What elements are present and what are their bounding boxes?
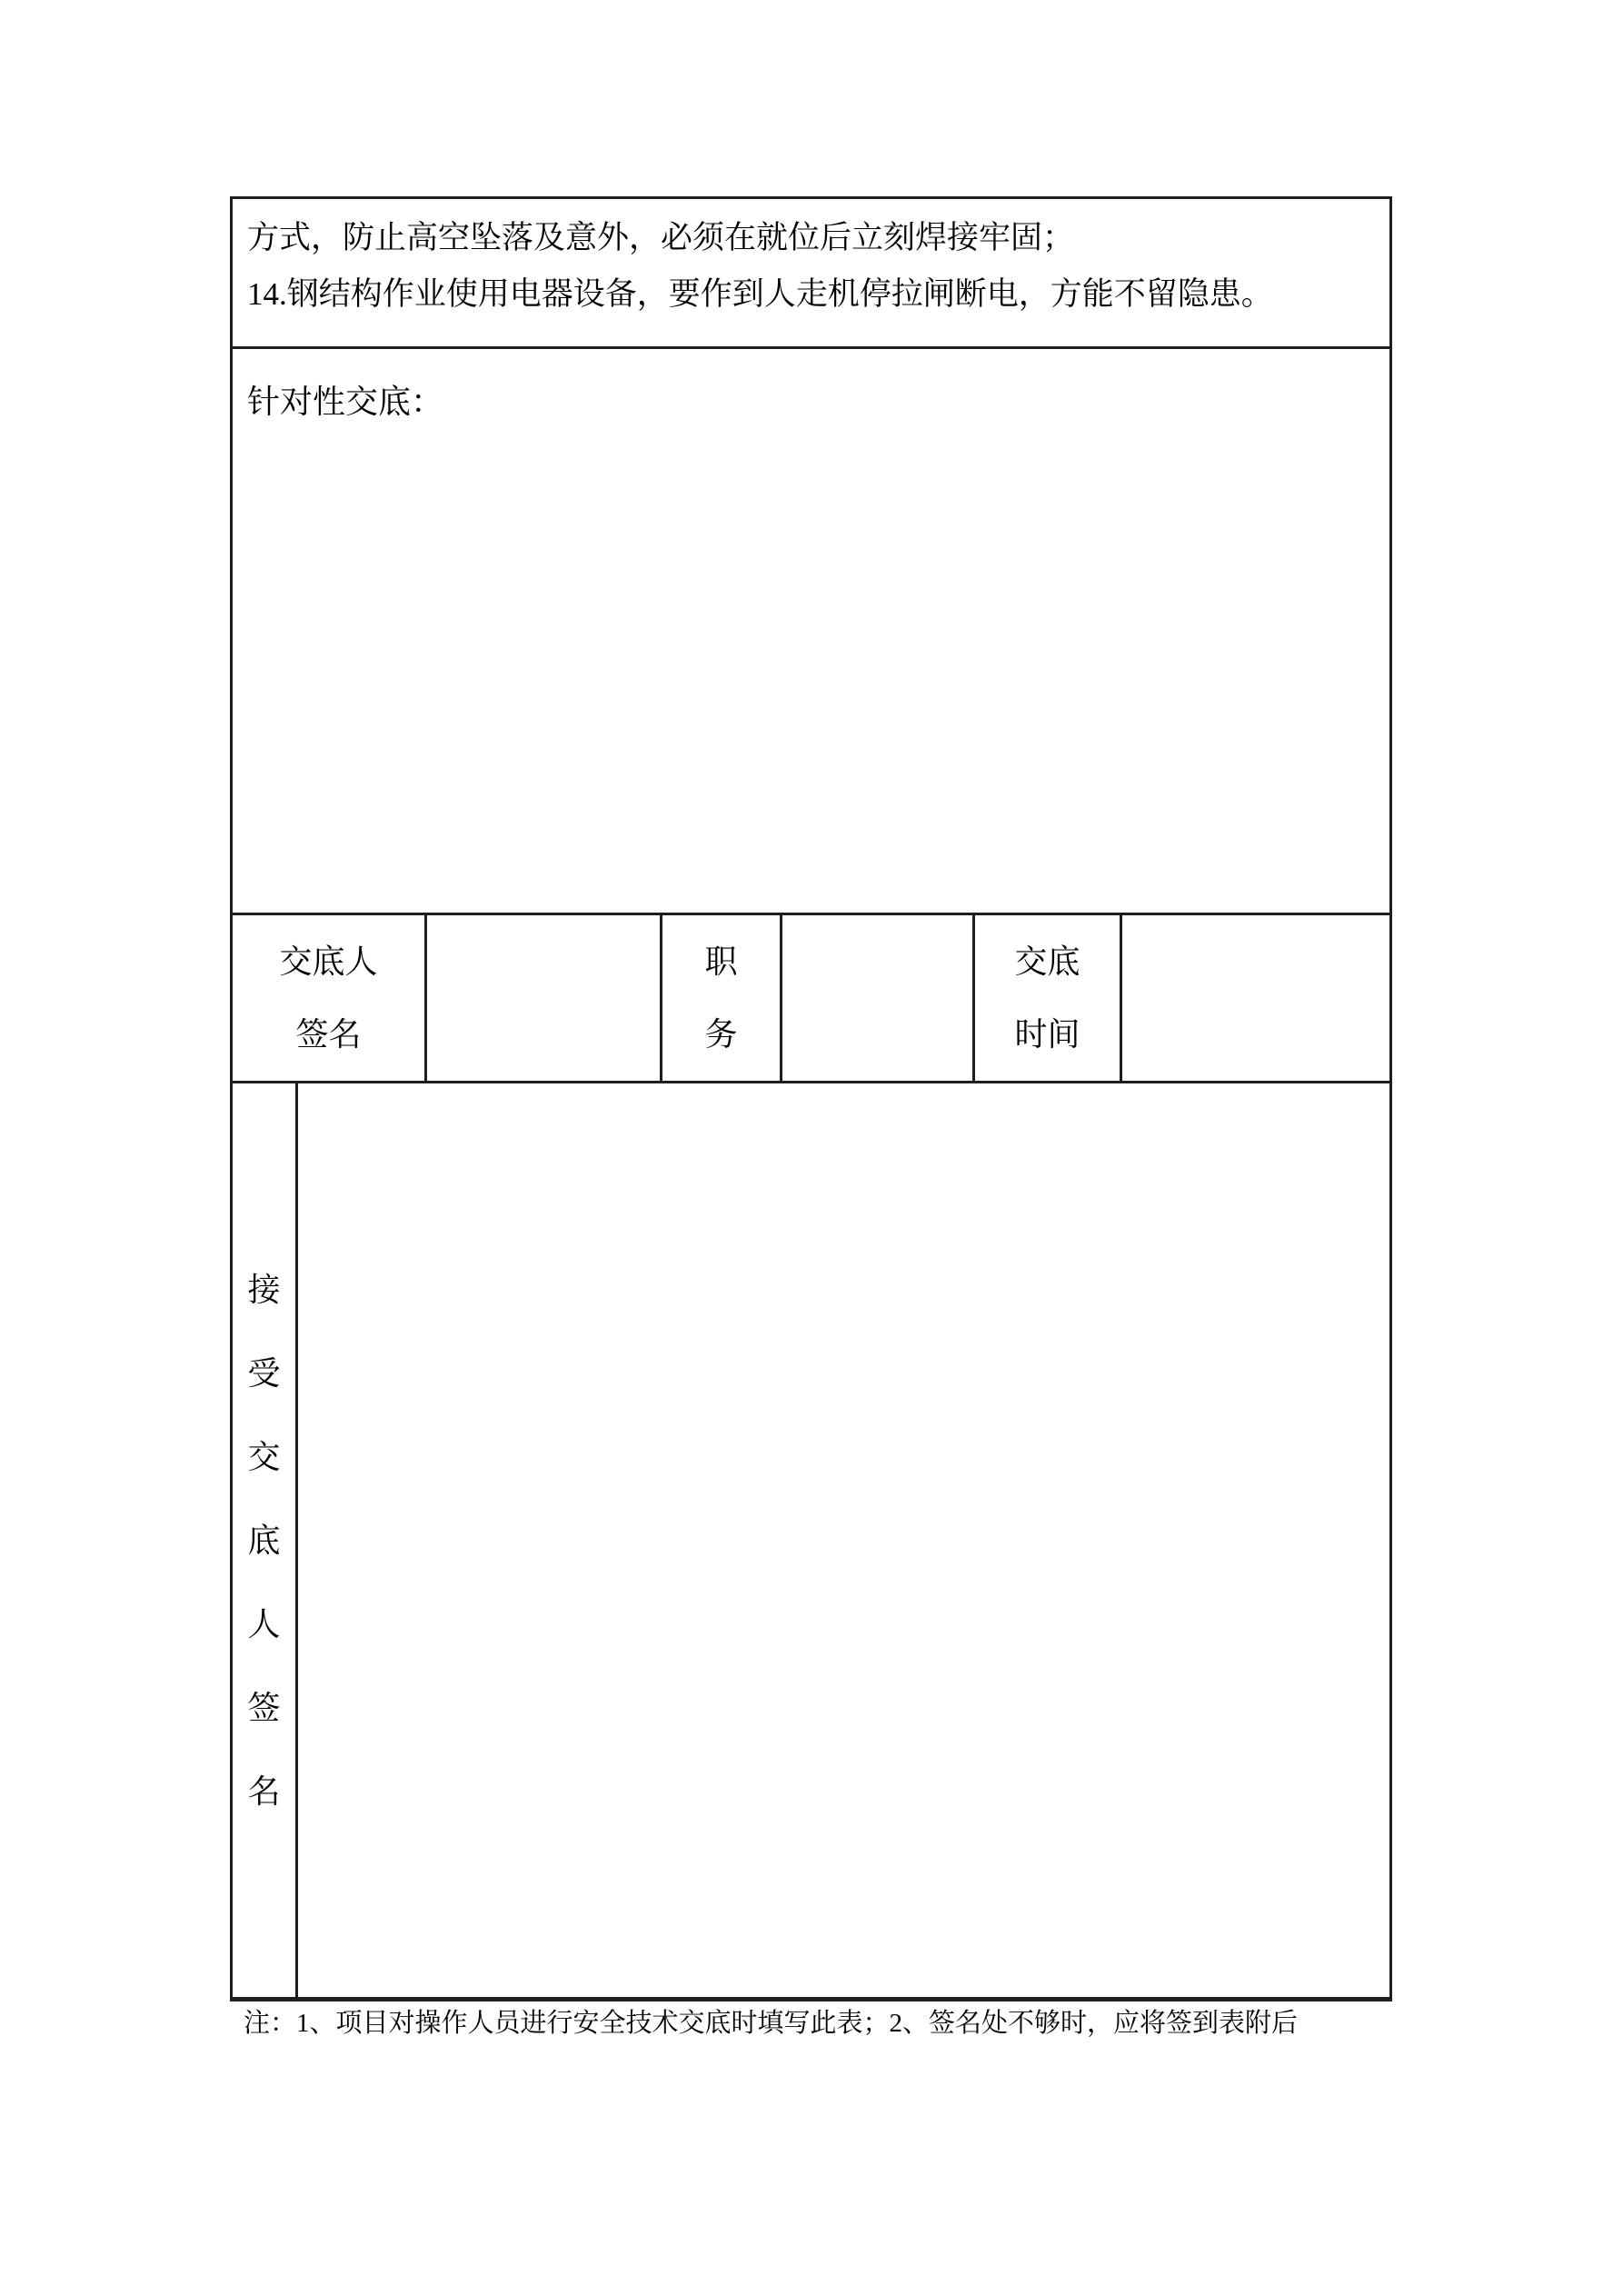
footer-note: 注：1、项目对操作人员进行安全技术交底时填写此表；2、签名处不够时，应将签到表附后: [244, 2009, 1299, 2038]
recipient-label-char-6: 签: [247, 1689, 281, 1726]
recipient-label-char-1: 接: [247, 1271, 281, 1308]
targeted-disclosure-label: 针对性交底：: [247, 384, 444, 420]
position-label-cell: [662, 915, 782, 1081]
recipient-signature-row: [233, 1083, 1389, 1997]
discloser-signature-label-line1: 交底人: [279, 943, 378, 980]
position-label-line1: 职: [704, 943, 738, 980]
sign-off-row: [233, 915, 1389, 1083]
disclosure-table: [230, 196, 1392, 2002]
recipient-signature-area[interactable]: [298, 1083, 1389, 1997]
discloser-signature-input-cell[interactable]: [427, 915, 662, 1081]
discloser-signature-label-cell: [233, 915, 427, 1081]
disclosure-time-label-cell: [975, 915, 1122, 1081]
disclosure-time-label-line1: 交底: [1014, 943, 1080, 980]
position-input-cell[interactable]: [782, 915, 975, 1081]
disclosure-time-label-line2: 时间: [1014, 1016, 1080, 1053]
recipient-label-char-3: 交: [247, 1438, 281, 1475]
discloser-signature-label-line2: 签名: [295, 1016, 362, 1053]
recipient-label-char-4: 底: [247, 1522, 281, 1559]
position-label-line2: 务: [704, 1016, 738, 1053]
recipient-signature-label-cell: [233, 1083, 298, 1997]
recipient-label-char-2: 受: [247, 1354, 281, 1392]
disclosure-time-input-cell[interactable]: [1122, 915, 1389, 1081]
prior-item-line-1: 方式，防止高空坠落及意外，必须在就位后立刻焊接牢固；: [247, 220, 1075, 255]
prior-item-line-2: 14.钢结构作业使用电器设备，要作到人走机停拉闸断电，方能不留隐患。: [247, 276, 1273, 312]
recipient-label-char-7: 名: [247, 1772, 281, 1810]
targeted-disclosure-section: [233, 349, 1389, 915]
prior-items-continuation: [233, 199, 1389, 349]
recipient-label-char-5: 人: [247, 1605, 281, 1642]
